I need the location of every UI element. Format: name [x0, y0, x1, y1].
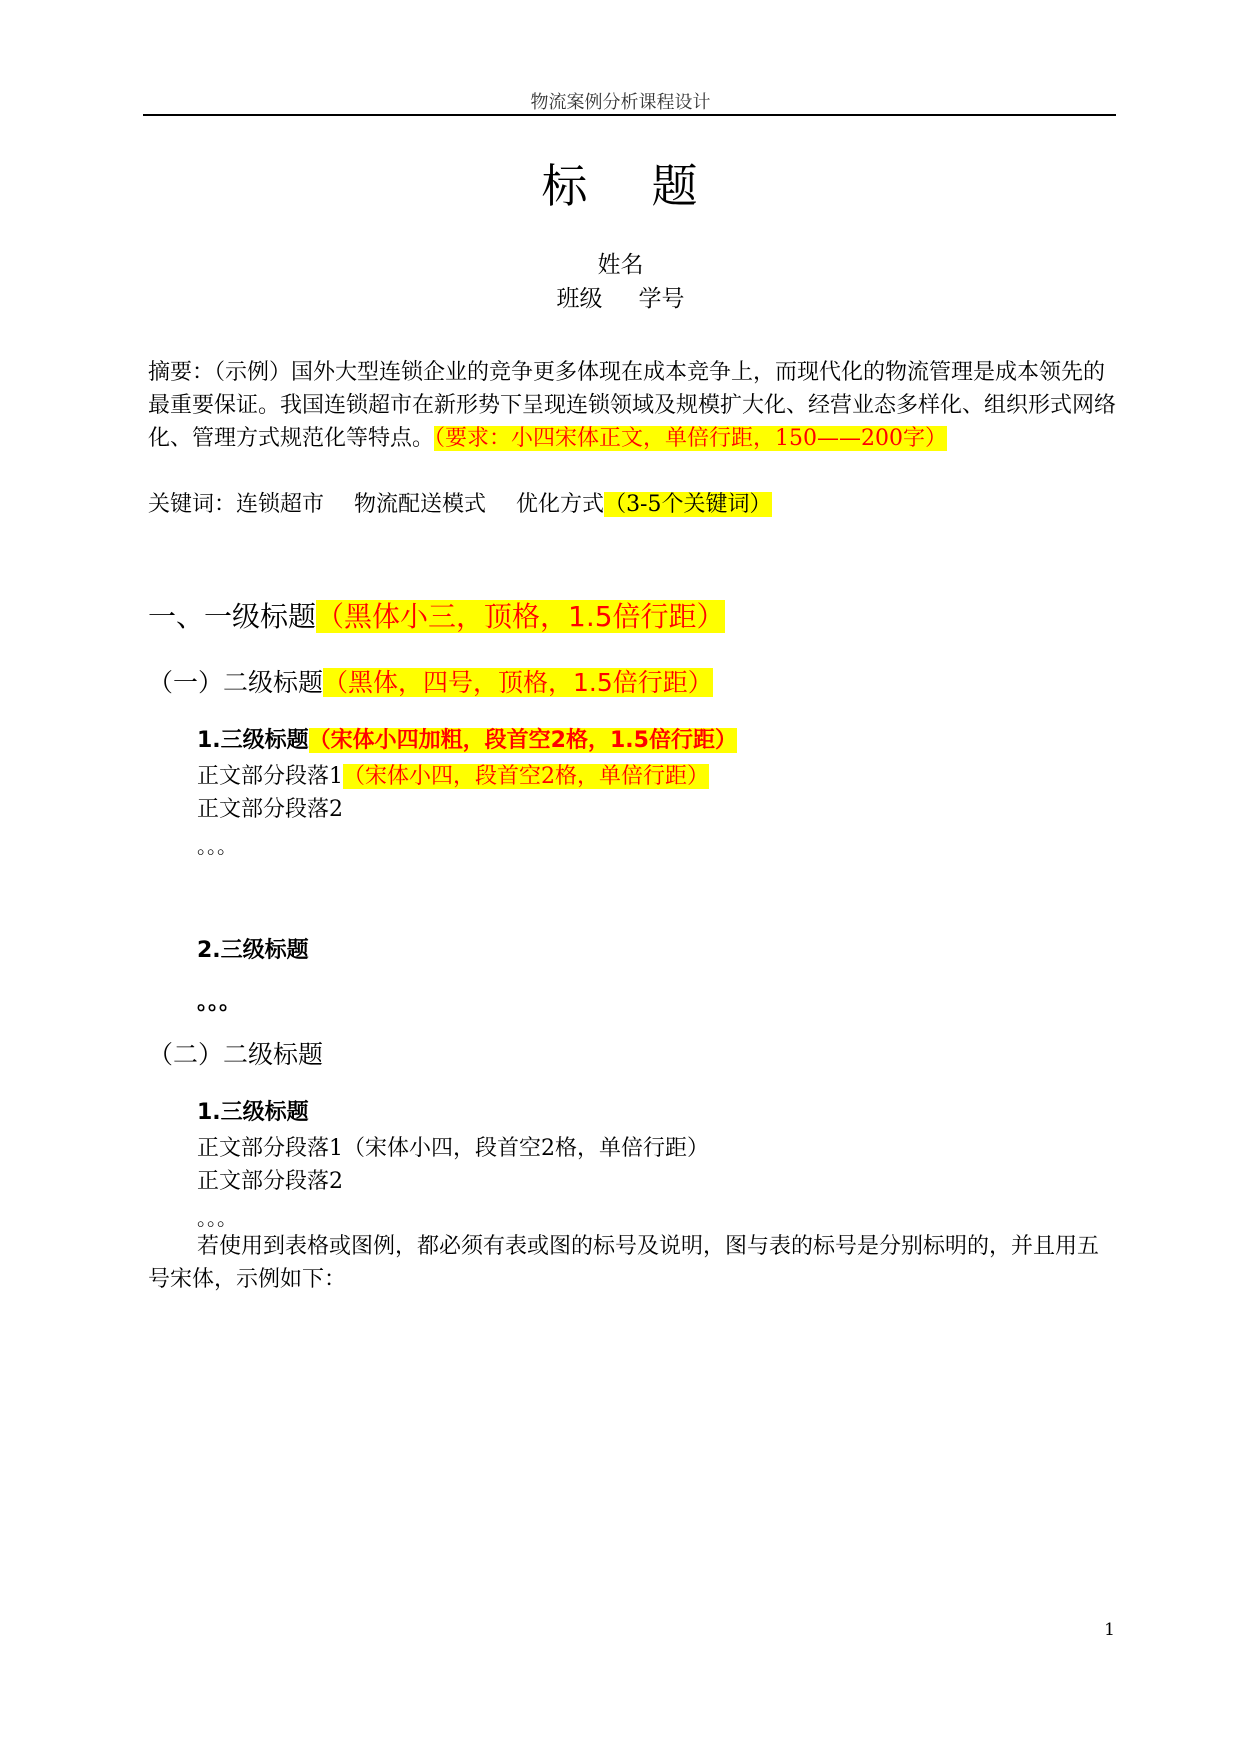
keywords-label: 关键词： — [148, 492, 237, 517]
level1-heading-note: （黑体小三，顶格，1.5倍行距） — [316, 600, 725, 633]
page-number: 1 — [1104, 1620, 1115, 1640]
abstract-text: （示例）国外大型连锁企业的竞争更多体现在成本竞争上，而现代化的物流管理是成本领先的最重要保证。我国连锁超市在新形势下呈现连锁领域及规模扩大化、经营业态多样化、组织形式网络化、管理方式规范化等特点。 — [148, 360, 1117, 451]
level3-heading-2: 2.三级标题 — [197, 938, 309, 963]
keyword-3: 优化方式 — [516, 492, 605, 517]
author-name: 姓名 — [597, 252, 644, 278]
level3-heading-1 — [197, 723, 737, 754]
ellipsis-3: 。。。 — [197, 1206, 237, 1230]
abstract-note: （要求：小四宋体正文，单倍行距，150——200字） — [434, 426, 947, 451]
level2-heading-2: （二）二级标题 — [148, 1040, 324, 1069]
keywords-note: （3-5个关键词） — [604, 492, 772, 517]
author-class: 班级 — [556, 286, 603, 312]
level1-heading-text: 一、一级标题 — [148, 600, 317, 633]
level3-heading-1-text: 1.三级标题 — [197, 728, 309, 753]
header-divider — [143, 114, 1116, 116]
keyword-2: 物流配送模式 — [354, 492, 487, 517]
body-paragraph-1 — [197, 760, 709, 793]
ellipsis-2: 。。。 — [197, 989, 242, 1015]
body-paragraph-3: 正文部分段落1（宋体小四，段首空2格，单倍行距） — [197, 1136, 709, 1161]
abstract-label: 摘要： — [148, 360, 215, 385]
level1-heading — [148, 595, 725, 635]
keywords-line — [148, 488, 1116, 521]
abstract-paragraph — [148, 356, 1116, 455]
running-header: 物流案例分析课程设计 — [530, 92, 711, 113]
level3-heading-1-note: （宋体小四加粗，段首空2格，1.5倍行距） — [308, 728, 737, 753]
title-char-left: 标 — [541, 159, 590, 213]
title-char-right: 题 — [651, 159, 700, 213]
level3-heading-3: 1.三级标题 — [197, 1100, 309, 1125]
level2-heading-1 — [148, 663, 713, 699]
author-info — [0, 280, 1241, 313]
document-title — [0, 150, 1241, 216]
level2-heading-1-text: （一）二级标题 — [148, 668, 324, 697]
author-id: 学号 — [638, 286, 685, 312]
body-paragraph-2: 正文部分段落2 — [197, 797, 343, 822]
body-paragraph-1-note: （宋体小四，段首空2格，单倍行距） — [343, 764, 709, 789]
keyword-1: 连锁超市 — [236, 492, 325, 517]
ellipsis-1: 。。。 — [197, 834, 237, 858]
level2-heading-1-note: （黑体，四号，顶格，1.5倍行距） — [323, 668, 713, 697]
figure-table-note: 若使用到表格或图例，都必须有表或图的标号及说明，图与表的标号是分别标明的，并且用五号宋体，示例如下： — [148, 1234, 1100, 1292]
body-paragraph-1-text: 正文部分段落1 — [197, 764, 343, 789]
body-paragraph-4: 正文部分段落2 — [197, 1169, 343, 1194]
